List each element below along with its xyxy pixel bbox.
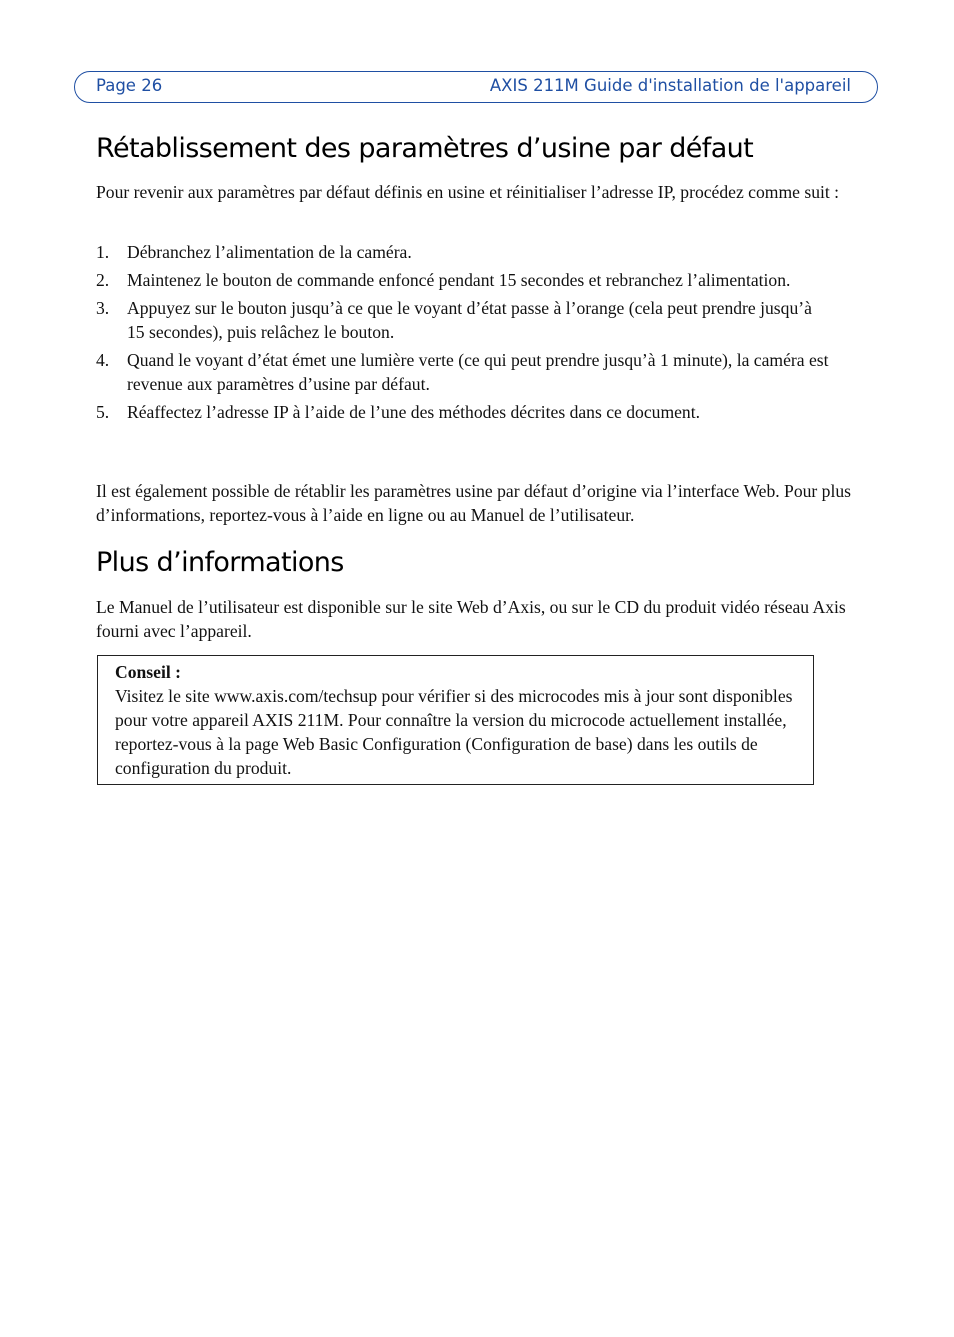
- step-text: Réaffectez l’adresse IP à l’aide de l’une des méthodes décrites dans ce document.: [127, 402, 701, 422]
- section-title-factory-reset: Rétablissement des paramètres d’usine par défaut: [96, 133, 754, 164]
- step-number: 1.: [96, 242, 110, 262]
- document-title: AXIS 211M Guide d'installation de l'appareil: [489, 76, 851, 95]
- more-info-body: Le Manuel de l’utilisateur est disponible sur le site Web d’Axis, ou sur le CD du produit vidéo réseau Axis fourni avec l’appareil.: [96, 597, 846, 641]
- step-number: 2.: [96, 270, 110, 290]
- page-header: [74, 71, 878, 103]
- step-text: Maintenez le bouton de commande enfoncé pendant 15 secondes et rebranchez l’alimentation.: [127, 270, 791, 290]
- step-text: Débranchez l’alimentation de la caméra.: [127, 242, 412, 262]
- list-item: [96, 400, 860, 424]
- section-title-more-info: Plus d’informations: [96, 547, 344, 578]
- list-item: [96, 348, 860, 396]
- page-number: Page 26: [96, 76, 163, 95]
- step-text: Appuyez sur le bouton jusqu’à ce que le voyant d’état passe à l’orange (cela peut prendre jusqu’à: [127, 298, 812, 318]
- factory-reset-steps: [96, 240, 860, 428]
- list-item: [96, 296, 860, 344]
- list-item: [96, 240, 860, 264]
- step-number: 4.: [96, 350, 110, 370]
- step-text: Quand le voyant d’état émet une lumière verte (ce qui peut prendre jusqu’à 1 minute), la caméra est revenue aux paramètres d’usine par défaut.: [127, 350, 829, 394]
- step-text-continued: 15 secondes), puis relâchez le bouton.: [127, 322, 395, 342]
- step-number: 5.: [96, 402, 110, 422]
- factory-reset-outro: Il est également possible de rétablir les paramètres usine par défaut d’origine via l’interface Web. Pour plus d’informations, reportez-vous à l’aide en ligne ou au Manuel de l’utilisateur.: [96, 481, 852, 525]
- tip-box: [97, 655, 814, 785]
- tip-label: Conseil :: [115, 662, 181, 682]
- factory-reset-intro: Pour revenir aux paramètres par défaut définis en usine et réinitialiser l’adresse IP, procédez comme suit :: [96, 182, 840, 202]
- list-item: [96, 268, 860, 292]
- step-number: 3.: [96, 298, 110, 318]
- tip-text: Visitez le site www.axis.com/techsup pour vérifier si des microcodes mis à jour sont disponibles pour votre appareil AXIS 211M. Pour connaître la version du microcode actuellement installée, reportez-vous à la page Web Basic Configuration (Configuration de base) dans les outils de configuration du produit.: [115, 686, 793, 778]
